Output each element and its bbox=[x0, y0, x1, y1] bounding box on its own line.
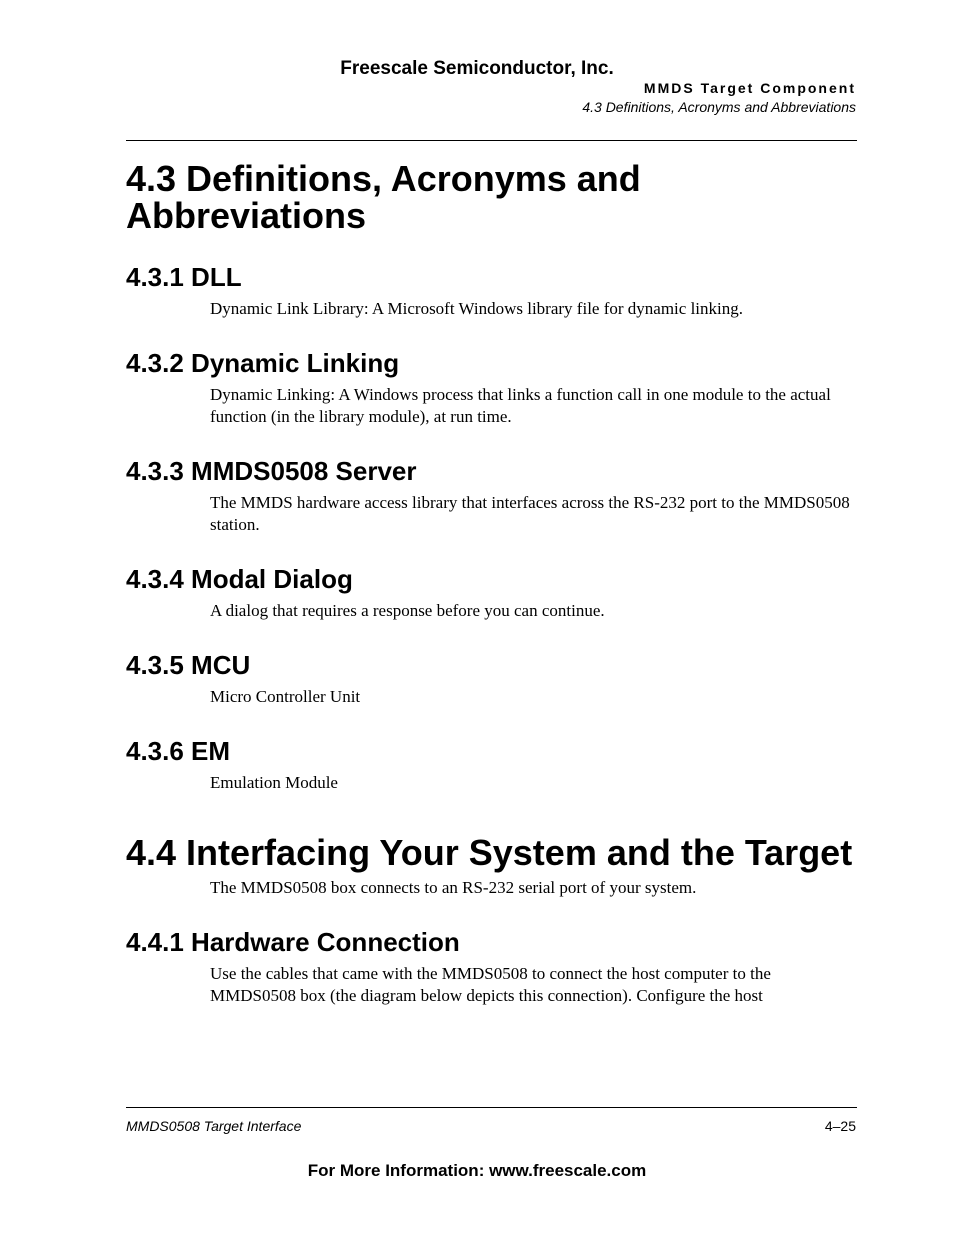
heading-4-3-2: 4.3.2 Dynamic Linking bbox=[126, 348, 400, 378]
body-4-3-5: Micro Controller Unit bbox=[210, 687, 361, 706]
more-info-banner: For More Information: www.freescale.com bbox=[307, 1161, 647, 1180]
body-4-4: The MMDS0508 box connects to an RS-232 serial port of your system. bbox=[210, 878, 697, 897]
footer-rule bbox=[126, 1107, 857, 1108]
body-4-3-2: Dynamic Linking: A Windows process that links a function call in one module to the actual function (in the library module), at run time. bbox=[210, 385, 831, 426]
body-4-3-3: The MMDS hardware access library that interfaces across the RS-232 port to the MMDS0508 station. bbox=[210, 493, 850, 534]
heading-4-3: 4.3 Definitions, Acronyms and Abbreviations bbox=[126, 158, 641, 236]
company-banner: Freescale Semiconductor, Inc. bbox=[340, 58, 614, 79]
footer-doc-title: MMDS0508 Target Interface bbox=[126, 1118, 302, 1134]
header-rule bbox=[126, 140, 857, 141]
heading-4-4: 4.4 Interfacing Your System and the Target bbox=[126, 832, 853, 873]
heading-4-3-1: 4.3.1 DLL bbox=[126, 262, 242, 292]
body-4-4-1: Use the cables that came with the MMDS0508 to connect the host computer to the MMDS0508 box (the diagram below depicts this connection). Configure the host bbox=[210, 964, 771, 1005]
heading-4-3-3: 4.3.3 MMDS0508 Server bbox=[126, 456, 417, 486]
running-header-section: 4.3 Definitions, Acronyms and Abbreviations bbox=[582, 99, 856, 115]
heading-4-3-4: 4.3.4 Modal Dialog bbox=[126, 564, 353, 594]
heading-4-3-5: 4.3.5 MCU bbox=[126, 650, 251, 680]
body-4-3-4: A dialog that requires a response before you can continue. bbox=[210, 601, 605, 620]
heading-4-4-1: 4.4.1 Hardware Connection bbox=[126, 927, 460, 957]
page-body bbox=[126, 160, 857, 1007]
heading-4-3-6: 4.3.6 EM bbox=[126, 736, 231, 766]
running-header-component: MMDS Target Component bbox=[643, 80, 856, 96]
footer-page-number: 4–25 bbox=[824, 1118, 856, 1134]
body-4-3-1: Dynamic Link Library: A Microsoft Windows library file for dynamic linking. bbox=[210, 299, 743, 318]
body-4-3-6: Emulation Module bbox=[210, 773, 338, 792]
